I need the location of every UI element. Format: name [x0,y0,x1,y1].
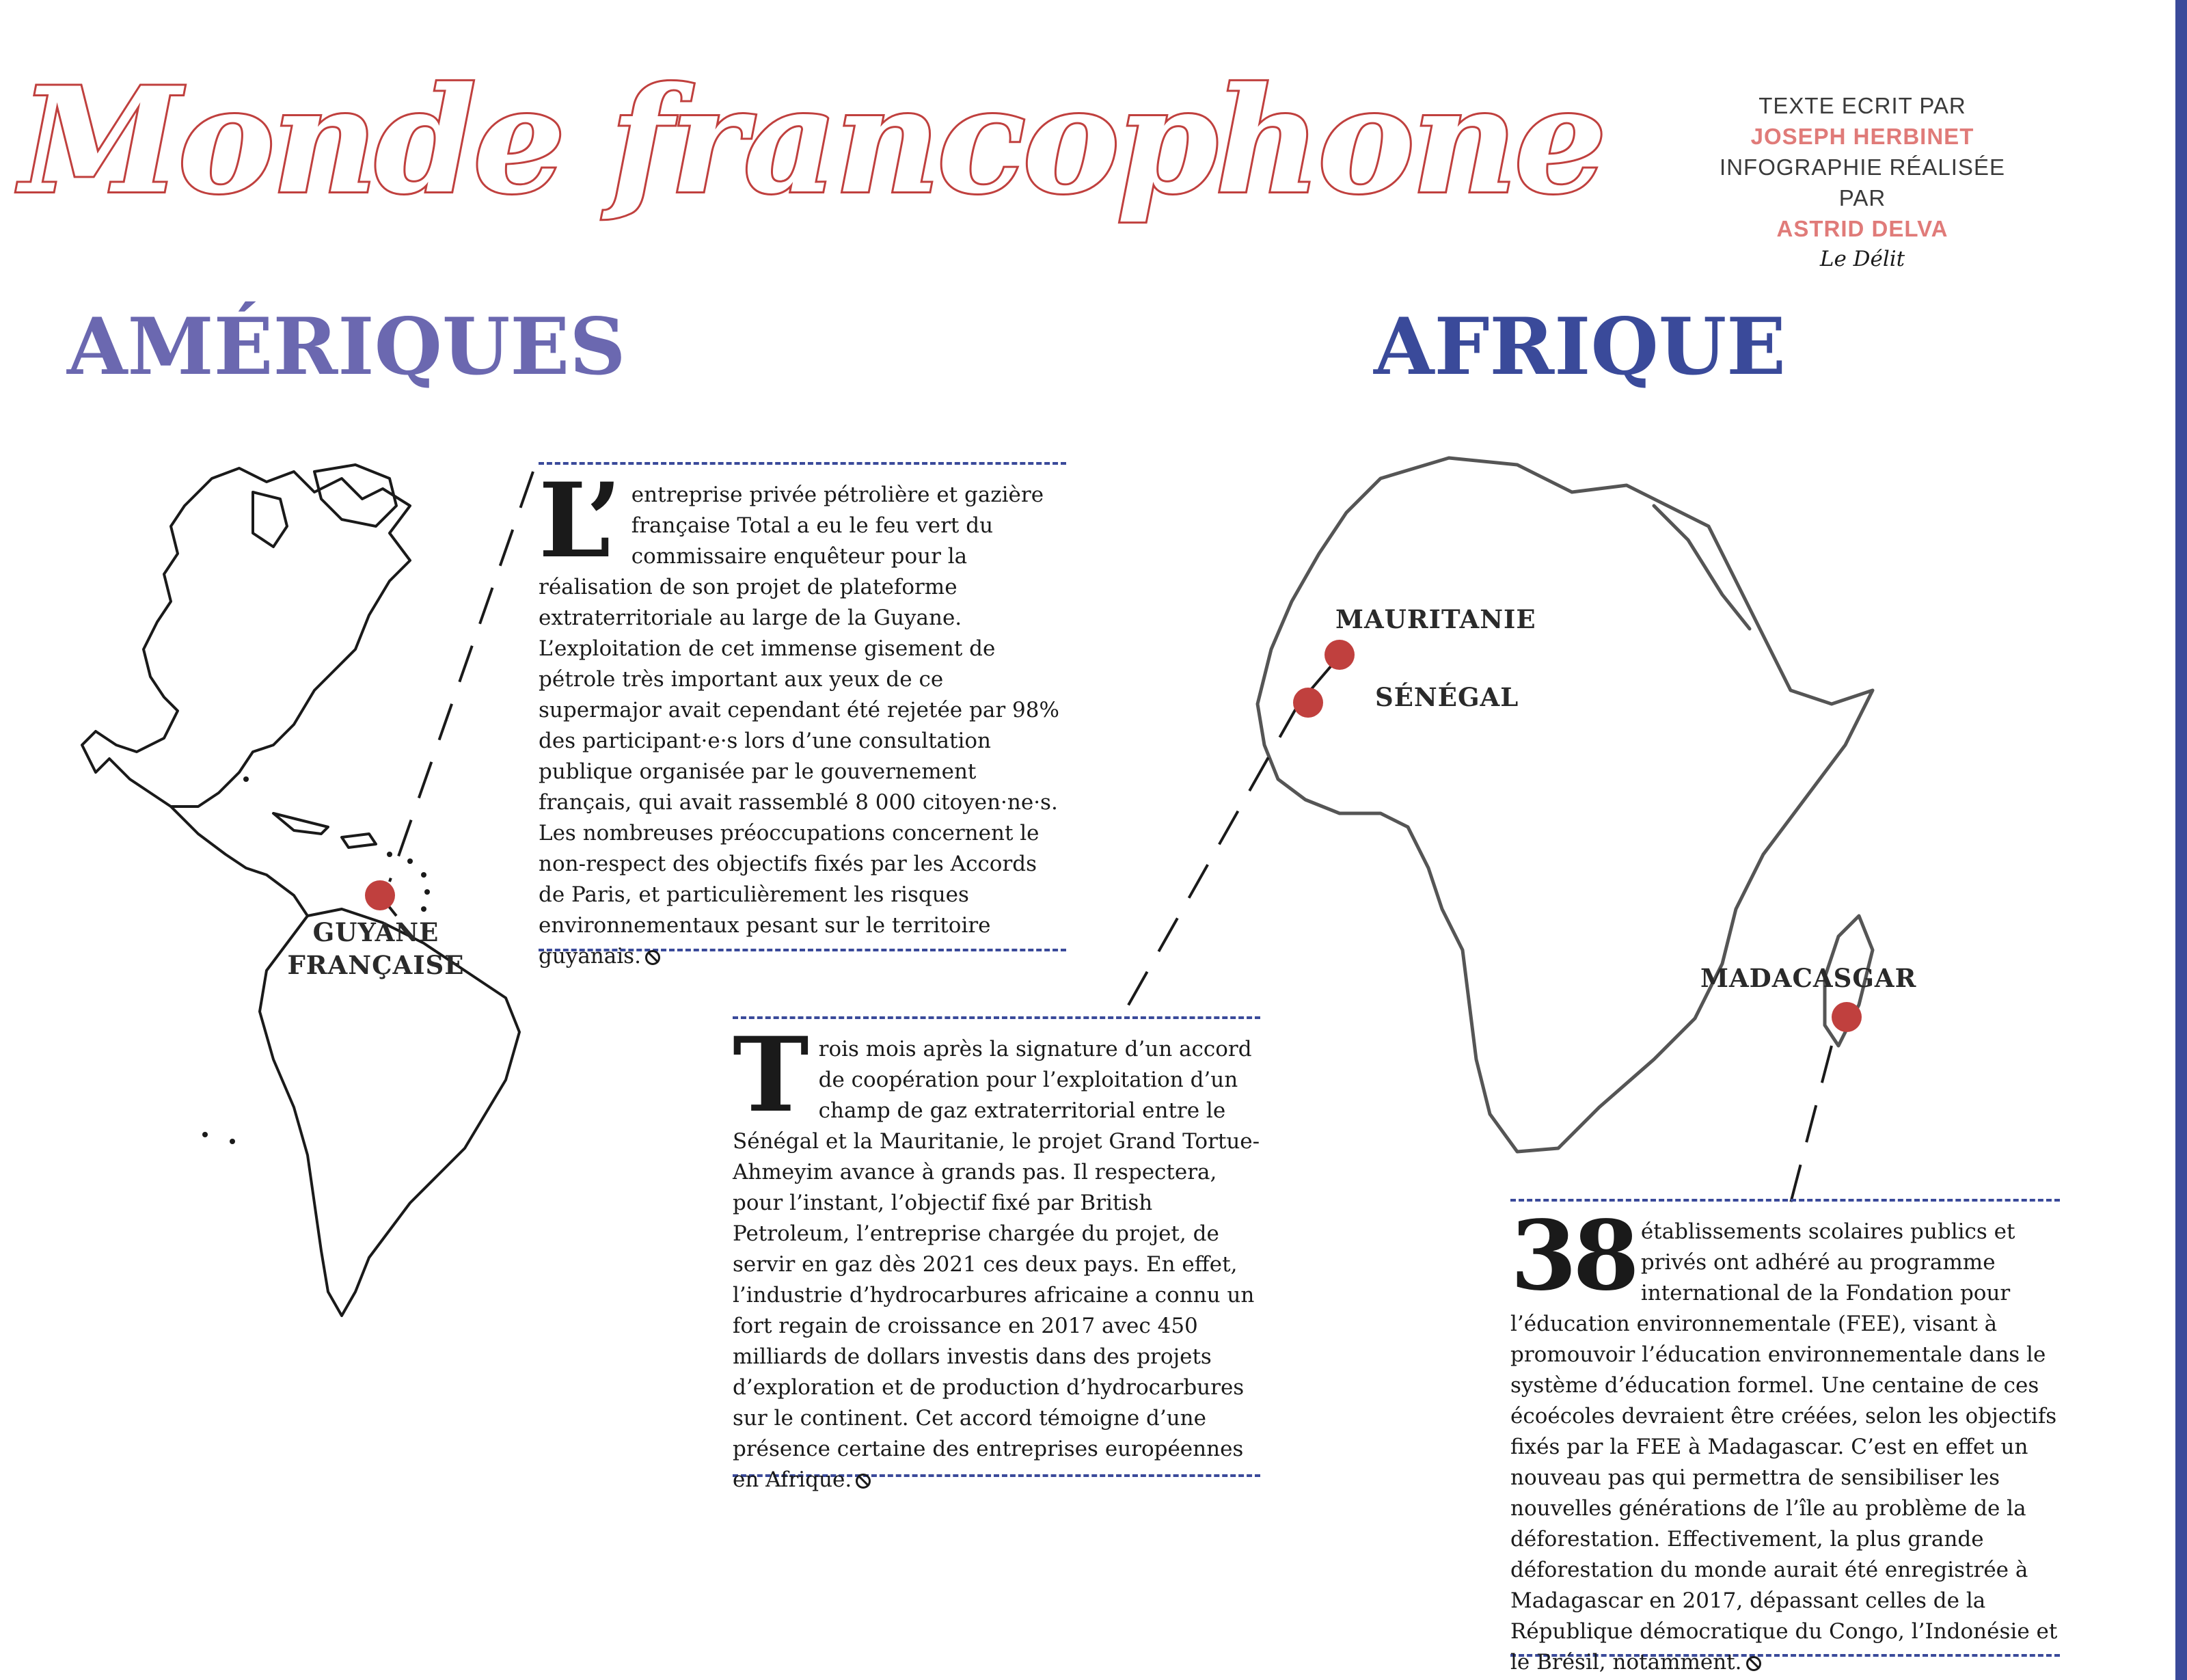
map-label-guyane-line2: FRANÇAISE [287,950,465,980]
credits-publication: Le Délit [1819,247,1905,271]
map-label-senegal: SÉNÉGAL [1375,682,1519,712]
article-text: rois mois après la signature d’un accord de coopération pour l’exploitation d’un champ de gaz extraterritorial entre le Sénégal et la Mauritanie, le projet Grand Tortue-Ahmeyim avance à grands pas. Il respectera, pour l’instant, l’objectif fixé par British Petroleum, l’entreprise chargée du projet, de servir en gaz dès 2021 ces deux pays. En effet, l’industrie d’hydrocarbures africaine a connu un fort regain de croissance en 2017 avec 450 milliards de dollars investis dans des projets d’exploration et de production d’hydrocarbures sur le continent. Cet accord témoigne d’une présence certaine des entreprises européennes en Afrique. [733,1037,1260,1492]
section-heading-americas: AMÉRIQUES [67,301,626,392]
location-marker-icon [1325,640,1355,670]
section-heading-africa: AFRIQUE [1374,301,1787,392]
location-marker-icon [1832,1002,1862,1032]
map-label-guyane [273,916,478,981]
end-of-article-icon [645,950,660,965]
article-text: établissements scolaires publics et privés ont adhéré au programme international de la Fondation pour l’éducation environnementale (FEE), visant à promouvoir l’éducation environnementale dans le système d’éducation formel. Une centaine de ces écoécoles devraient être créées, selon les objectifs fixés par la FEE à Madagascar. C’est en effet un nouveau pas qui permettra de sensibiliser les nouvelles générations de l’île au problème de la déforestation. Effectivement, la plus grande déforestation du monde aurait été enregistrée à Madagascar en 2017, dépassant celles de la République démocratique du Congo, l’Indonésie et le Brésil, notamment. [1510,1219,2058,1675]
article-guyane [539,461,1066,968]
location-marker-icon [1293,688,1323,718]
dropcap: L’ [539,461,622,581]
credits-written-by: TEXTE ECRIT PAR [1758,93,1966,118]
dropcap: T [733,1015,809,1135]
article-text: entreprise privée pétrolière et gazière française Total a eu le feu vert du commissaire enquêteur pour la réalisation de son projet de plateforme extraterritoriale au large de la Guyane. L’exploitation de cet immense gisement de pétrole très important aux yeux de ce supermajor avait cependant été rejetée par 98% des participant·e·s lors d’une consultation publique organisée par le gouvernement français, qui avait rassemblé 8 000 citoyen·ne·s. Les nombreuses préoccupations concernent le non-respect des objectifs fixés par les Accords de Paris, et particulièrement les risques environnementaux pesant sur le territoire guyanais. [539,483,1059,968]
article-madagascar-body [1510,1200,2060,1678]
credits-infographic: INFOGRAPHIE RÉALISÉE [1720,154,2005,180]
article-guyane-body [539,461,1066,972]
map-label-mauritanie: MAURITANIE [1335,604,1536,634]
credits-author: JOSEPH HERBINET [1750,124,1974,149]
dropcap: 38 [1510,1200,1635,1312]
article-madagascar [1510,1199,2060,1675]
end-of-article-icon [856,1474,871,1489]
page-title: Monde francophone [21,55,1604,226]
map-label-guyane-line1: GUYANE [312,917,439,947]
credits-by: PAR [1838,185,1886,211]
credits-designer: ASTRID DELVA [1776,216,1948,241]
article-senegal [733,1015,1260,1492]
article-senegal-body [733,1015,1260,1495]
location-marker-icon [365,880,395,910]
end-of-article-icon [1746,1656,1761,1671]
map-label-madagascar: MADACASGAR [1700,963,1917,993]
